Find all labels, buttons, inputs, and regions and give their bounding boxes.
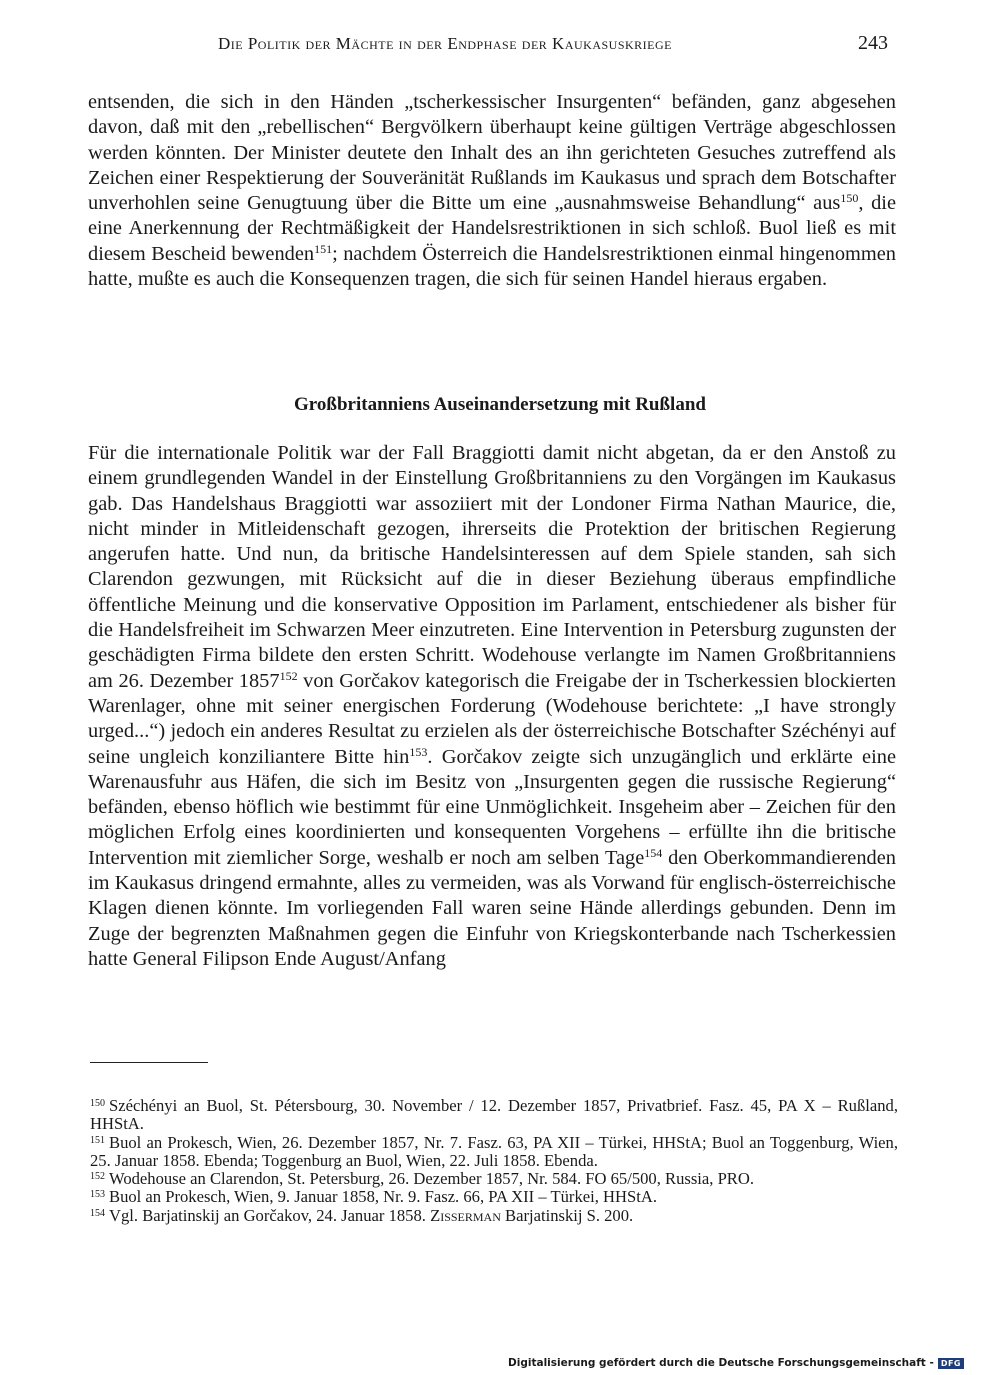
paragraph-main: Für die internationale Politik war der Fall Braggiotti damit nicht abgetan, da er den Anstoß zu einem grundlegenden Wandel in der Einstellung Großbritanniens zu den Vorgängen im Kaukasus gab. Das Handelshaus Braggiotti war assoziiert mit der Londoner Firma Nathan Maurice, die, nicht minder in Mitleidenschaft gezogen, ihrerseits die Protektion der britischen Regierung angerufen hatte. Und nun, da britische Handelsinteressen auf dem Spiele standen, sah sich Clarendon gezwungen, mit Rücksicht auf die in dieser Beziehung überaus empfindliche öffentliche Meinung und die konservative Opposition im Parlament, entschiedener als bisher für die Handelsfreiheit im Schwarzen Meer einzutreten. Eine Intervention in Petersburg zugunsten der geschädigten Firma bildete den ersten Schritt. Wodehouse verlangte im Namen Großbritanniens am 26. Dezember 1857$^{152}$ von Gorčakov kategorisch die Freigabe der in Tscherkessien blockierten Warenlager, ohne mit seiner energischen Forderung (Wodehouse berichtete: „I have strongly urged...“) jedoch ein anderes Resultat zu erzielen als der österreichische Botschafter Széchényi auf seine ungleich konziliantere Bitte hin$^{153}$. Gorčakov zeigte sich unzugänglich und erklärte eine Warenausfuhr aus Häfen, die sich im Besitz von „Insurgenten gegen die russische Regierung“ befänden, ebenso höflich wie bestimmt für eine Unmöglichkeit. Insgeheim aber – Zeichen für den möglichen Erfolg eines koordinierten und konsequenten Vorgehens – erfüllte ihn die britische Intervention mit ziemlicher Sorge, weshalb er noch am selben Tage$^{154}$ den Oberkommandierenden im Kaukasus dringend ermahnte, alles zu vermeiden, was als Vorwand für englisch-österreichische Klagen dienen könnte. Im vorliegenden Fall waren seine Hände allerdings gebunden. Denn im Zuge der begrenzten Maßnahmen gegen die Einfuhr von Kriegskonterbande nach Tscherkessien hatte General Filipson Ende August/Anfang: [88, 442, 897, 970]
footnote-ref-152[interactable]: 152: [279, 668, 298, 683]
running-header: [0, 30, 1000, 60]
footnote-154: $^{154}$ Vgl. Barjatinskij an Gorčakov, 24. Januar 1858. Zisserman Barjatinskij S. 200.: [90, 1205, 634, 1225]
dfg-logo: DFG: [938, 1358, 964, 1369]
paragraph-continuation: entsenden, die sich in den Händen „tscherkessischer Insurgenten“ befänden, ganz abgesehen davon, daß mit den „rebellischen“ Bergvölkern überhaupt keine gültigen Verträge abgeschlossen werden könnten. Der Minister deutete den Inhalt des an ihn gerichteten Gesuches zutreffend als Zeichen einer Respektierung der Souveränität Rußlands im Kaukasus und sprach dem Botschafter unverhohlen seine Genugtuung über die Bitte um eine „ausnahmsweise Behandlung“ aus$^{150}$, die eine Anerkennung der Rechtmäßigkeit der Handelsrestriktionen in sich schloß. Buol ließ es mit diesem Bescheid bewenden$^{151}$; nachdem Österreich die Handelsrestriktionen einmal hingenommen hatte, mußte es auch die Konsequenzen tragen, die sich für seinen Handel hieraus ergaben.: [88, 91, 896, 291]
digitization-credit: [508, 1357, 964, 1369]
footnote-152: $^{152}$ Wodehouse an Clarendon, St. Petersburg, 26. Dezember 1857, Nr. 584. FO 65/500, Russia, PRO.: [90, 1169, 754, 1189]
credit-text: Digitalisierung gefördert durch die Deutsche Forschungsgemeinschaft -: [508, 1357, 934, 1369]
footnote-ref-154[interactable]: 154: [644, 845, 663, 860]
footnote-ref-150[interactable]: 150: [840, 191, 859, 206]
page-number: 243: [858, 32, 888, 54]
footnote-divider: [90, 1062, 208, 1063]
footnotes: [90, 1097, 898, 1225]
footnote-150: $^{150}$ Széchényi an Buol, St. Pétersbourg, 30. November / 12. Dezember 1857, Privatbrief. Fasz. 45, PA X – Rußland, HHStA.: [90, 1096, 898, 1134]
section-heading: Großbritanniens Auseinandersetzung mit Rußland: [294, 394, 706, 415]
running-title: Die Politik der Mächte in der Endphase der Kaukasuskriege: [218, 34, 672, 53]
footnote-ref-153[interactable]: 153: [409, 744, 428, 759]
footnote-151: $^{151}$ Buol an Prokesch, Wien, 26. Dezember 1857, Nr. 7. Fasz. 63, PA XII – Türkei, HHStA; Buol an Toggenburg, Wien, 25. Januar 1858. Ebenda; Toggenburg an Buol, Wien, 22. Juli 1858. Ebenda.: [90, 1132, 898, 1170]
footnote-153: $^{153}$ Buol an Prokesch, Wien, 9. Januar 1858, Nr. 9. Fasz. 66, PA XII – Türkei, HHStA.: [90, 1187, 657, 1207]
footnote-ref-151[interactable]: 151: [314, 241, 333, 256]
